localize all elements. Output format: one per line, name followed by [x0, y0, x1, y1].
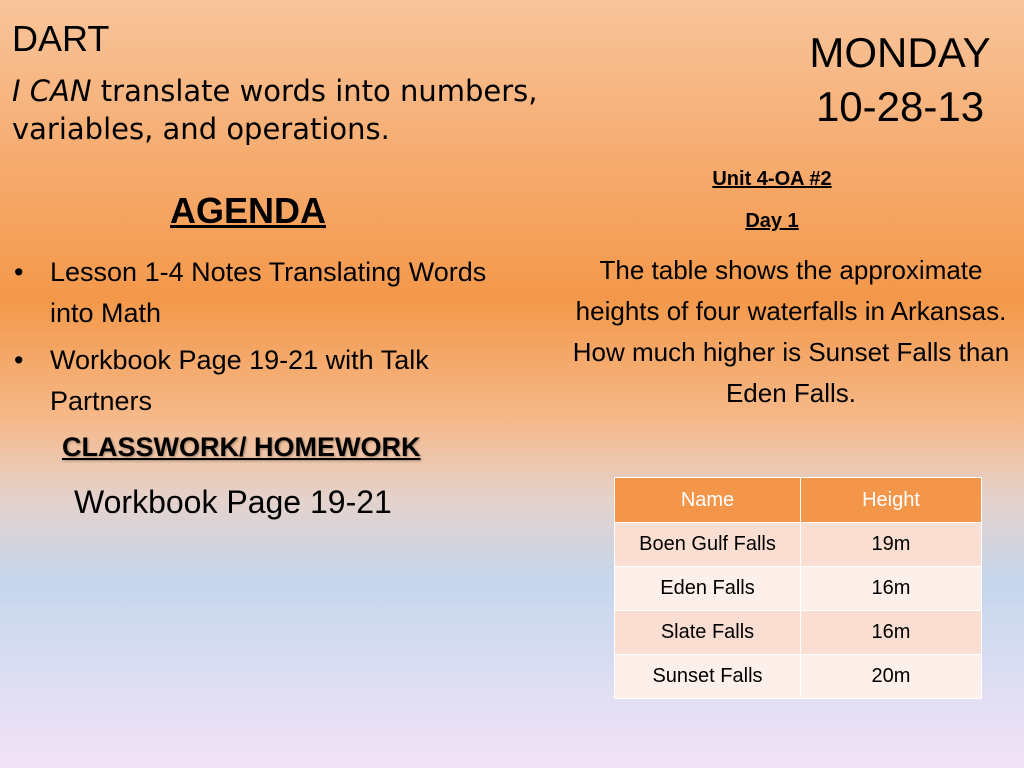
cell-name: Eden Falls	[615, 567, 801, 611]
classwork-text: Workbook Page 19-21	[74, 484, 392, 520]
i-can-text: translate words into numbers, variables, and operations.	[12, 74, 538, 146]
day-label: Day 1	[745, 210, 799, 232]
cell-height: 20m	[801, 655, 982, 699]
table-header-row	[615, 478, 982, 523]
unit-label: Unit 4-OA #2	[712, 168, 832, 190]
day-name: MONDAY	[809, 29, 991, 76]
date-block	[800, 26, 1000, 134]
bullet-icon: •	[14, 345, 24, 375]
date-value: 10-28-13	[815, 83, 985, 130]
table-row	[615, 655, 982, 699]
header-name: Name	[615, 478, 801, 523]
cell-height: 19m	[801, 523, 982, 567]
waterfall-table	[614, 477, 982, 699]
cell-height: 16m	[801, 567, 982, 611]
i-can-prefix: I CAN	[12, 74, 92, 108]
i-can-statement	[12, 72, 652, 148]
bullet-icon: •	[14, 257, 24, 287]
agenda-item	[12, 340, 512, 422]
agenda-item	[12, 252, 512, 334]
problem-text: The table shows the approximate heights of four waterfalls in Arkansas. How much higher is Sunset Falls than Eden Falls.	[572, 255, 1010, 408]
classwork-title: CLASSWORK/ HOMEWORK	[62, 432, 421, 462]
cell-name: Sunset Falls	[615, 655, 801, 699]
table-row	[615, 567, 982, 611]
agenda-item-text: Lesson 1-4 Notes Translating Words into Math	[50, 257, 487, 328]
table-row	[615, 611, 982, 655]
agenda-list	[12, 252, 512, 428]
agenda-title: AGENDA	[170, 190, 327, 231]
header-height: Height	[801, 478, 982, 523]
dart-title: DART	[12, 18, 110, 59]
agenda-item-text: Workbook Page 19-21 with Talk Partners	[50, 345, 429, 416]
cell-name: Slate Falls	[615, 611, 801, 655]
cell-height: 16m	[801, 611, 982, 655]
table-row	[615, 523, 982, 567]
cell-name: Boen Gulf Falls	[615, 523, 801, 567]
